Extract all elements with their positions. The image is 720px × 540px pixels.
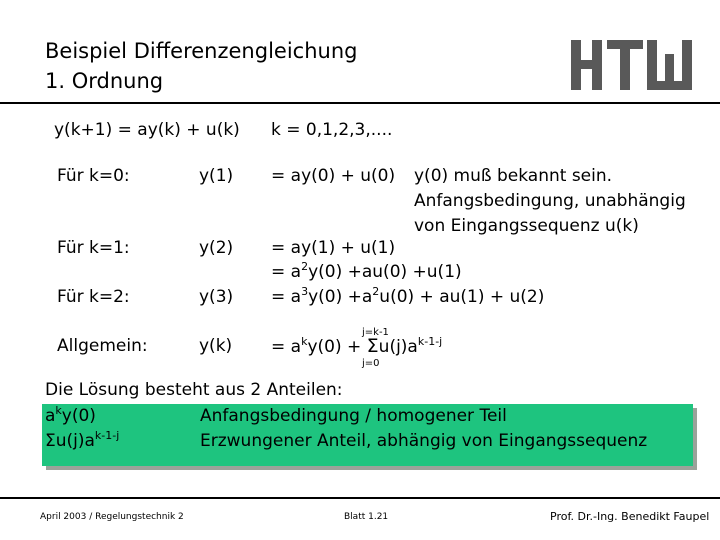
case-rhs-k1: = ay(1) + u(1) [271,238,396,258]
page-title [45,36,357,96]
case-label-k1: Für k=1: [57,238,130,258]
solution-row2-right: Erzwungener Anteil, abhängig von Eingangssequenz [200,431,648,451]
footer-center: Blatt 1.21 [344,512,389,522]
htw-logo [571,40,693,90]
footer-rule [0,497,720,499]
case-label-general: Allgemein: [57,336,148,356]
note-line-2: Anfangsbedingung, unabhängig [414,191,686,211]
sum-upper-limit: j=k-1 [362,327,389,338]
note-line-1: y(0) muß bekannt sein. [414,166,613,186]
title-line-1: Beispiel Differenzengleichung [45,39,358,63]
solution-row1-left: $a^ky(0)$ [45,404,96,426]
expanded-line: = $a^2y(0) +au(0) +u(1)$ [271,260,462,282]
sum-lower-limit: j=0 [362,358,380,369]
case-rhs-general: = $a^ky(0) + \Sigma u(j)a^{k-1-j}$ [271,335,443,357]
case-lhs-k0: y(1) [199,166,234,186]
index-range: k = 0,1,2,3,.... [271,120,393,140]
solution-intro: Die Lösung besteht aus 2 Anteilen: [45,380,343,400]
case-lhs-k1: y(2) [199,238,234,258]
footer-right: Prof. Dr.-Ing. Benedikt Faupel [550,510,710,523]
case-lhs-k2: y(3) [199,287,234,307]
case-rhs-k2: = $a^3y(0) +a^2u(0) + au(1) + u(2)$ [271,285,545,307]
solution-row1-right: Anfangsbedingung / homogener Teil [200,406,507,426]
main-equation: y(k+1) = ay(k) + u(k) [54,120,240,140]
solution-row2-left: $\Sigma u(j)a^{k-1-j}$ [45,429,120,451]
header-rule [0,102,720,104]
case-label-k2: Für k=2: [57,287,130,307]
note-line-3: von Eingangssequenz u(k) [414,216,639,236]
case-lhs-general: y(k) [199,336,233,356]
footer-left: April 2003 / Regelungstechnik 2 [40,512,184,522]
case-label-k0: Für k=0: [57,166,130,186]
title-line-2: 1. Ordnung [45,69,164,93]
case-rhs-k0: = ay(0) + u(0) [271,166,396,186]
